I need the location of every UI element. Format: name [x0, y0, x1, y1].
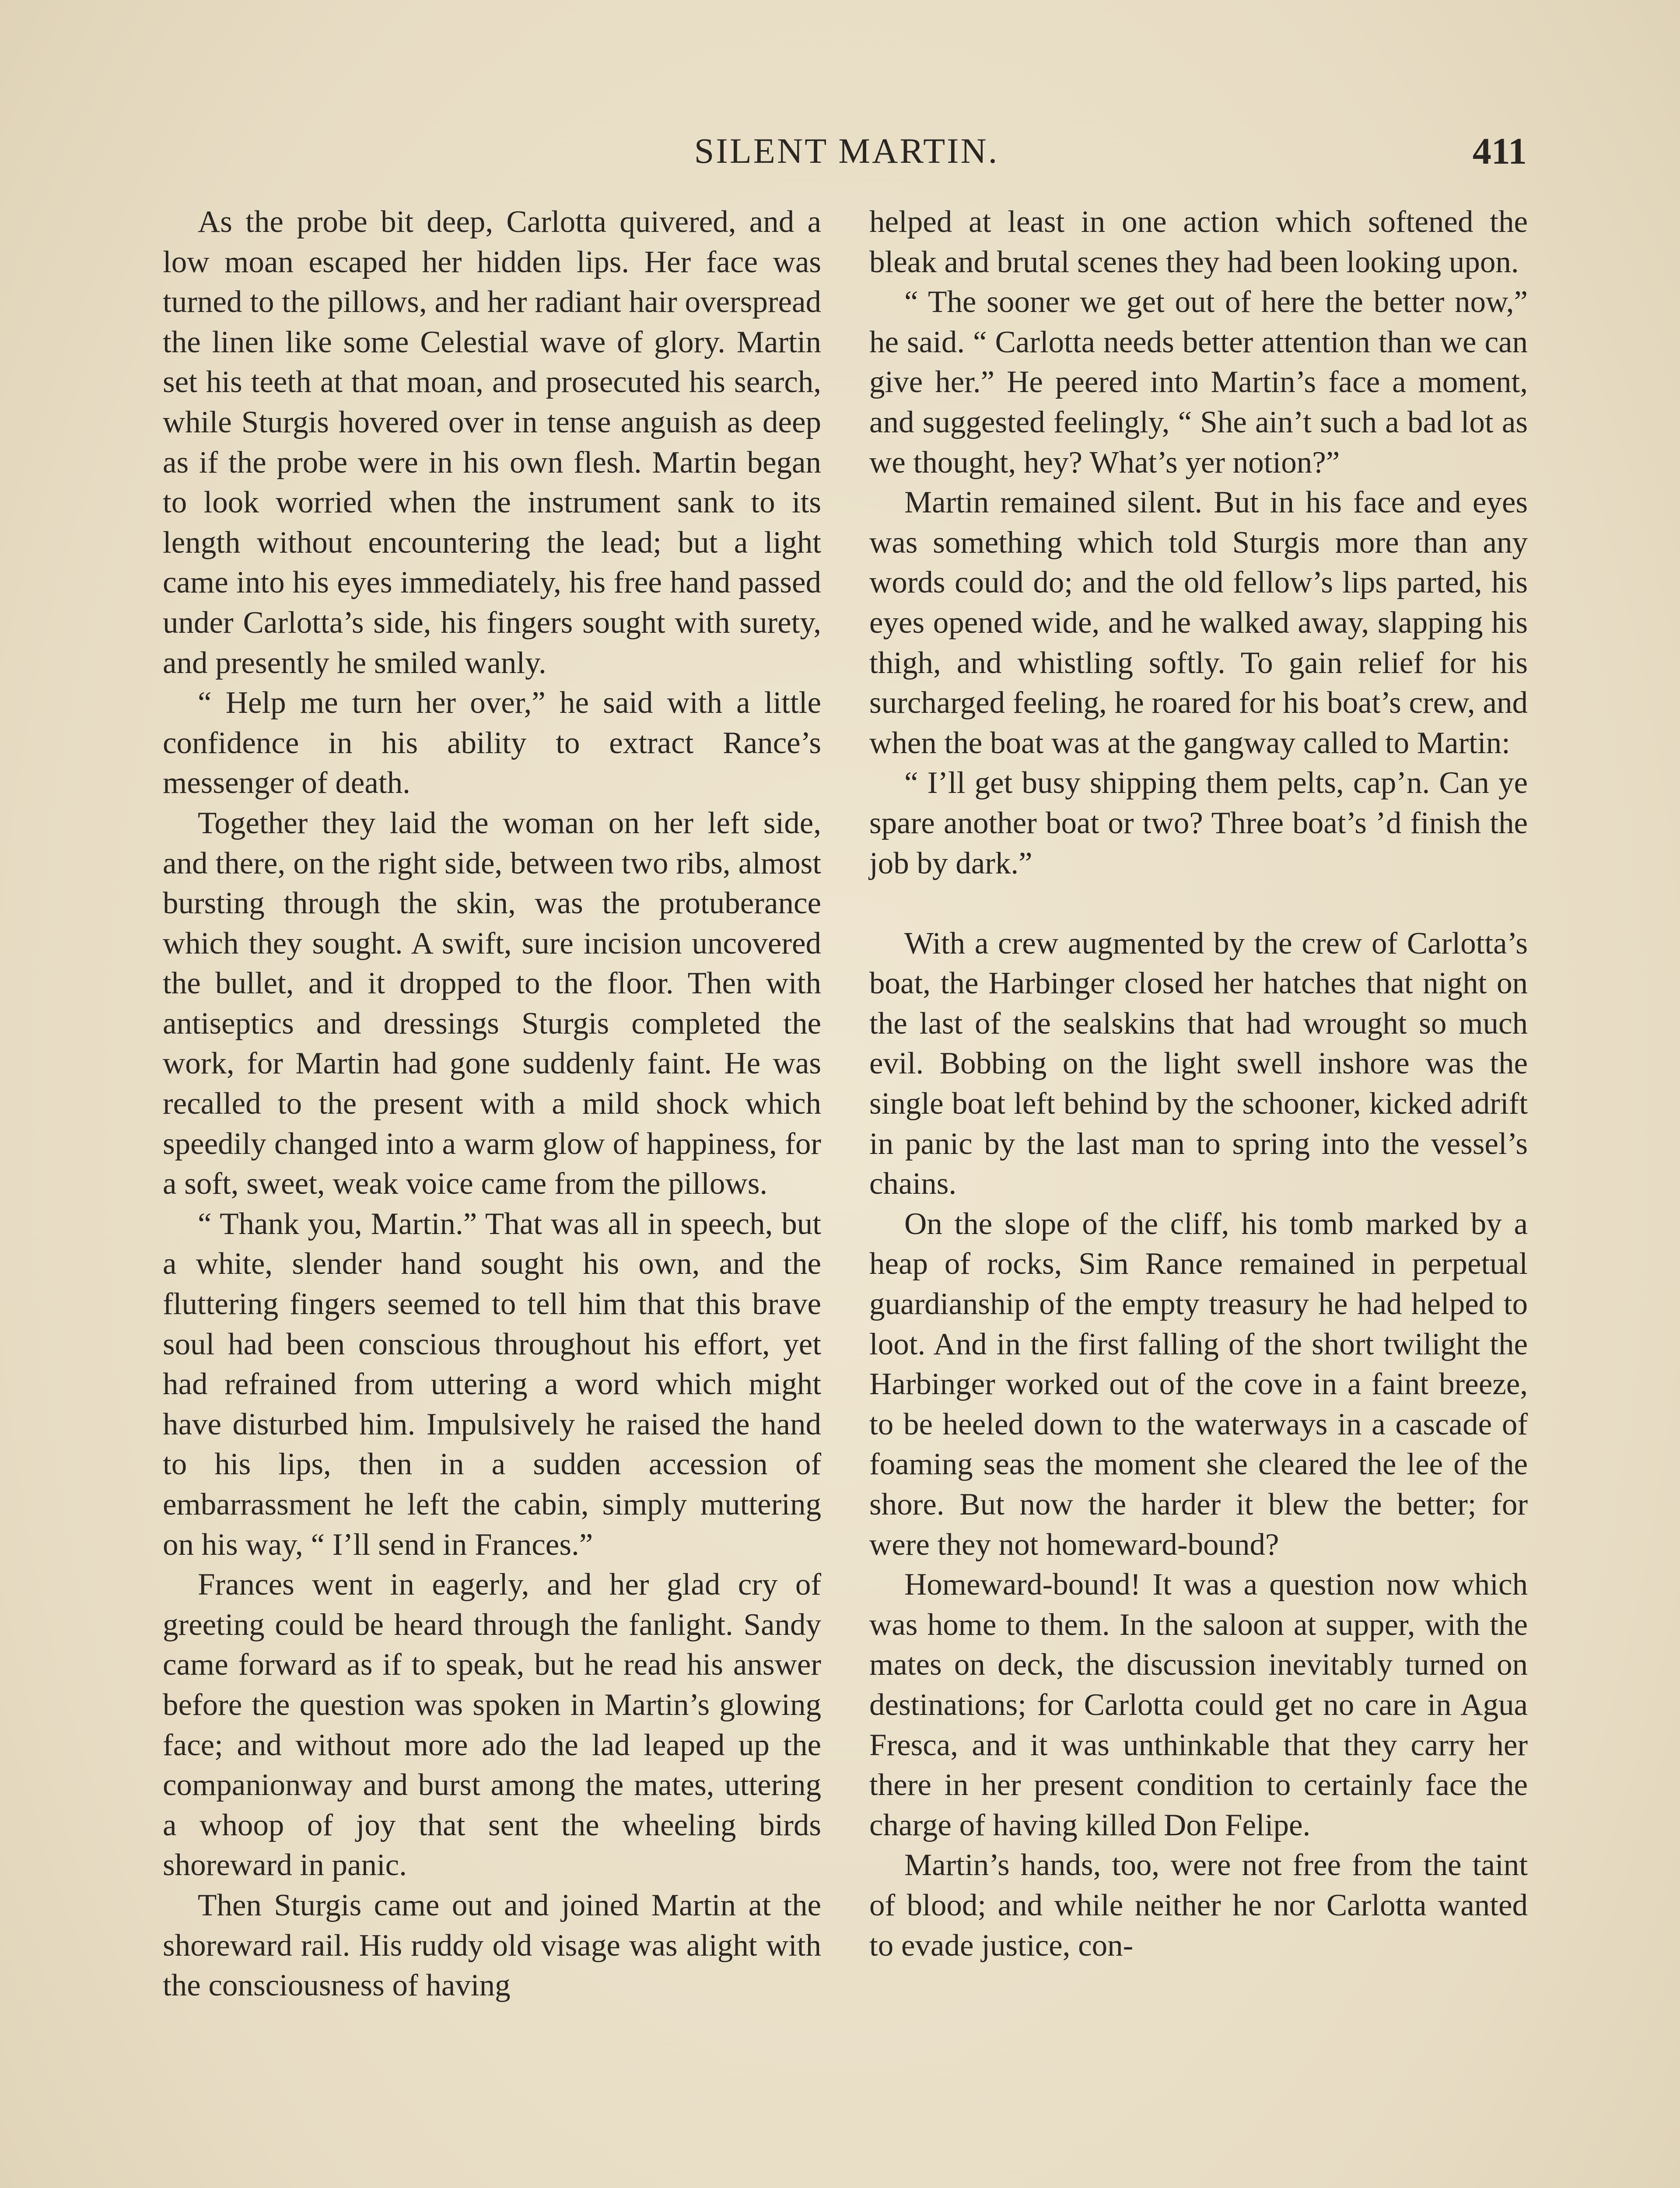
page-number: 411: [1472, 130, 1527, 172]
left-column: [163, 202, 821, 2188]
paragraph: With a crew augmented by the crew of Carlotta’s boat, the Harbinger closed her hatches that night on the last of the sealskins that had wrought so much evil. Bobbing on the light swell inshore was the single boat left behind by the schooner, kicked adrift in panic by the last man to spring into the vessel’s chains.: [869, 926, 1528, 1201]
paragraph: Martin remained silent. But in his face and eyes was something which told Sturgis more than any words could do; and the old fellow’s lips parted, his eyes opened wide, and he walked away, slapping his thigh, and whistling softly. To gain relief for his surcharged feeling, he roared for his boat’s crew, and when the boat was at the gangway called to Martin:: [869, 485, 1528, 760]
paragraph: helped at least in one action which softened the bleak and brutal scenes they had been looking upon.: [869, 205, 1528, 279]
paragraph: On the slope of the cliff, his tomb marked by a heap of rocks, Sim Rance remained in perpetual guardianship of the empty treasury he had helped to loot. And in the first falling of the short twilight the Harbinger worked out of the cove in a faint breeze, to be heeled down to the waterways in a cascade of foaming seas the moment she cleared the lee of the shore. But now the harder it blew the better; for were they not homeward-bound?: [869, 1206, 1528, 1562]
running-title: SILENT MARTIN.: [694, 131, 999, 171]
paragraph: “ Help me turn her over,” he said with a little confidence in his ability to extract Rance’s messenger of death.: [163, 686, 821, 800]
paragraph: “ I’ll get busy shipping them pelts, cap’n. Can ye spare another boat or two? Three boat’s ’d finish the job by dark.”: [869, 766, 1528, 880]
page-header: [166, 127, 1527, 175]
paragraph: Together they laid the woman on her left side, and there, on the right side, between two ribs, almost bursting through the skin, was the protuberance which they sought. A swift, sure incision uncovered the bullet, and it dropped to the floor. Then with antiseptics and dressings Sturgis completed the work, for Martin had gone suddenly faint. He was recalled to the present with a mild shock which speedily changed into a warm glow of happiness, for a soft, sweet, weak voice came from the pillows.: [163, 806, 821, 1201]
text-columns: [163, 202, 1528, 2188]
paragraph: “ Thank you, Martin.” That was all in speech, but a white, slender hand sought his own, and the fluttering fingers seemed to tell him that this brave soul had been conscious throughout his effort, yet had refrained from uttering a word which might have disturbed him. Impulsively he raised the hand to his lips, then in a sudden accession of embarrassment he left the cabin, simply muttering on his way, “ I’ll send in Frances.”: [163, 1206, 821, 1562]
paragraph: As the probe bit deep, Carlotta quivered, and a low moan escaped her hidden lips. Her face was turned to the pillows, and her radiant hair overspread the linen like some Celestial wave of glory. Martin set his teeth at that moan, and prosecuted his search, while Sturgis hovered over in tense anguish as deep as if the probe were in his own flesh. Martin began to look worried when the instrument sank to its length without encountering the lead; but a light came into his eyes immediately, his free hand passed under Carlotta’s side, his fingers sought with surety, and presently he smiled wanly.: [163, 205, 821, 680]
paragraph: Homeward-bound! It was a question now which was home to them. In the saloon at supper, with the mates on deck, the discussion inevitably turned on destinations; for Carlotta could get no care in Agua Fresca, and it was unthinkable that they carry her there in her present condition to certainly face the charge of having killed Don Felipe.: [869, 1567, 1528, 1842]
paragraph: Martin’s hands, too, were not free from the taint of blood; and while neither he nor Carlotta wanted to evade justice, con-: [869, 1848, 1528, 1963]
paragraph: Frances went in eagerly, and her glad cry of greeting could be heard through the fanlight. Sandy came forward as if to speak, but he read his answer before the question was spoken in Martin’s glowing face; and without more ado the lad leaped up the companionway and burst among the mates, uttering a whoop of joy that sent the wheeling birds shoreward in panic.: [163, 1567, 821, 1883]
section-break: [869, 884, 1528, 924]
paragraph: Then Sturgis came out and joined Martin at the shoreward rail. His ruddy old visage was alight with the consciousness of having: [163, 1888, 821, 2003]
right-column: [869, 202, 1528, 2188]
paragraph: “ The sooner we get out of here the better now,” he said. “ Carlotta needs better attention than we can give her.” He peered into Martin’s face a moment, and suggested feelingly, “ She ain’t such a bad lot as we thought, hey? What’s yer notion?”: [869, 285, 1528, 480]
